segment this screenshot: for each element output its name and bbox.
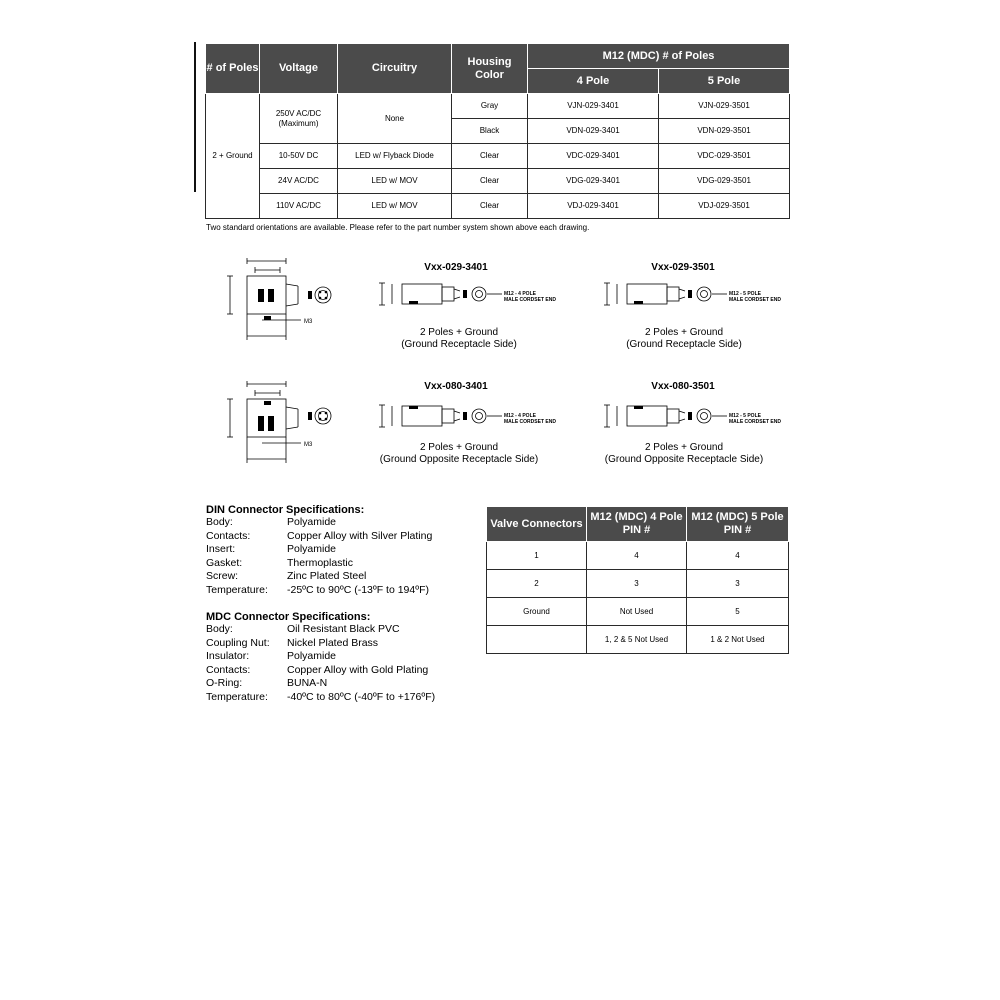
spec-value: -40ºC to 80ºC (-40ºF to +176ºF)	[287, 690, 436, 703]
housing-cell: Black	[452, 119, 528, 144]
callout-line: M12 - 4 POLE	[504, 413, 536, 419]
part-4-pole-cell: VDJ-029-3401	[528, 194, 659, 219]
table-row	[206, 169, 790, 194]
circuitry-cell: None	[338, 94, 452, 144]
mdc-specifications	[206, 611, 466, 704]
drawing-title: Vxx-080-3501	[651, 381, 715, 392]
part-5-pole-cell: VDG-029-3501	[659, 169, 790, 194]
part-5-pole-cell: VJN-029-3501	[659, 94, 790, 119]
part-number-table	[205, 43, 790, 219]
voltage-cell: 24V AC/DC	[260, 169, 338, 194]
spec-value: -25ºC to 90ºC (-13ºF to 194ºF)	[287, 583, 429, 596]
voltage-cell: 10-50V DC	[260, 144, 338, 169]
spec-value: Oil Resistant Black PVC	[287, 623, 400, 635]
table-row	[206, 194, 790, 219]
valve-cell	[487, 626, 587, 654]
voltage-cell: 110V AC/DC	[260, 194, 338, 219]
drawing-caption	[574, 327, 794, 351]
valve-cell: 1	[487, 542, 587, 570]
spec-key: Gasket:	[206, 556, 243, 569]
callout-line: MALE CORDSET END	[504, 297, 556, 303]
spec-value: Thermoplastic	[287, 556, 353, 569]
part-4-pole-cell: VJN-029-3401	[528, 94, 659, 119]
spec-value: BUNA-N	[287, 677, 328, 689]
pin-5-pole-cell: 3	[687, 570, 789, 598]
table-row	[487, 570, 789, 598]
caption-line: (Ground Opposite Receptacle Side)	[604, 454, 764, 465]
part-5-pole-cell: VDN-029-3501	[659, 119, 790, 144]
pin-5-pole-cell: 4	[687, 542, 789, 570]
housing-cell: Gray	[452, 94, 528, 119]
spec-value: Polyamide	[287, 516, 337, 528]
thread-label: M3	[304, 319, 313, 325]
caption-line: (Ground Receptacle Side)	[626, 339, 742, 350]
connector-side-view-drawing	[378, 402, 556, 432]
caption-line: 2 Poles + Ground	[419, 442, 499, 453]
spec-key: Contacts:	[206, 529, 251, 542]
header-circuitry: Circuitry	[338, 44, 452, 94]
caption-line: (Ground Opposite Receptacle Side)	[379, 454, 539, 465]
spec-row	[206, 543, 466, 557]
circuitry-cell: LED w/ MOV	[338, 169, 452, 194]
header-poles: # of Poles	[206, 44, 260, 94]
part-5-pole-cell: VDJ-029-3501	[659, 194, 790, 219]
poles-value: 2 + Ground	[206, 94, 260, 219]
spec-key: Screw:	[206, 570, 239, 582]
caption-line: 2 Poles + Ground	[419, 327, 499, 338]
din-specifications	[206, 504, 466, 597]
spec-row	[206, 650, 466, 664]
callout-line: MALE CORDSET END	[504, 419, 556, 425]
pin-4-pole-cell: 4	[587, 542, 687, 570]
pin-5-pole-cell: 5	[687, 598, 789, 626]
caption-line: (Ground Receptacle Side)	[401, 339, 517, 350]
callout-line: M12 - 5 POLE	[729, 413, 761, 419]
circuitry-cell: LED w/ MOV	[338, 194, 452, 219]
valve-cell: 2	[487, 570, 587, 598]
callout-line: MALE CORDSET END	[729, 297, 781, 303]
drawing-caption	[349, 442, 569, 466]
spec-row	[206, 664, 466, 678]
spec-row	[206, 637, 466, 651]
housing-cell: Clear	[452, 144, 528, 169]
drawing-caption	[574, 442, 794, 466]
spec-row	[206, 584, 466, 598]
spec-row	[206, 677, 466, 691]
spec-key: O-Ring:	[206, 677, 243, 689]
spec-key: Temperature:	[206, 690, 268, 703]
pin-4-pole-cell: 1, 2 & 5 Not Used	[587, 626, 687, 654]
spec-value: Copper Alloy with Gold Plating	[287, 663, 429, 676]
header-5-pole: 5 Pole	[659, 69, 790, 94]
spec-key: Body:	[206, 516, 233, 528]
caption-line: 2 Poles + Ground	[644, 327, 724, 338]
spec-row	[206, 691, 466, 705]
header-valve-connectors: Valve Connectors	[487, 507, 587, 542]
header-housing-color: Housing Color	[452, 44, 528, 94]
spec-key: Insulator:	[206, 650, 250, 662]
spec-key: Body:	[206, 623, 233, 635]
thread-label: M3	[304, 442, 313, 448]
pin-5-pole-cell: 1 & 2 Not Used	[687, 626, 789, 654]
drawing-caption	[349, 327, 569, 351]
callout-line: M12 - 4 POLE	[504, 291, 536, 297]
spec-value: Polyamide	[287, 650, 337, 662]
table-row	[206, 94, 790, 119]
spec-key: Contacts:	[206, 663, 251, 676]
header-4-pole: 4 Pole	[528, 69, 659, 94]
header-voltage: Voltage	[260, 44, 338, 94]
part-5-pole-cell: VDC-029-3501	[659, 144, 790, 169]
spec-key: Temperature:	[206, 583, 268, 596]
header-4-pole-pin: M12 (MDC) 4 Pole PIN #	[587, 507, 687, 542]
din-connector-drawing-top	[222, 258, 342, 340]
callout-line: MALE CORDSET END	[729, 419, 781, 425]
pin-mapping-table	[486, 506, 789, 654]
header-5-pole-pin: M12 (MDC) 5 Pole PIN #	[687, 507, 789, 542]
part-4-pole-cell: VDC-029-3401	[528, 144, 659, 169]
drawing-title: Vxx-080-3401	[424, 381, 488, 392]
table-row	[487, 542, 789, 570]
connector-side-view-drawing	[603, 280, 781, 310]
spec-row	[206, 557, 466, 571]
spec-value: Nickel Plated Brass	[287, 636, 379, 649]
mdc-specs-title: MDC Connector Specifications:	[206, 611, 371, 623]
drawing-title: Vxx-029-3501	[651, 262, 715, 273]
table-row	[206, 144, 790, 169]
orientation-note: Two standard orientations are available. Please refer to the part number system shown above each drawing.	[206, 223, 590, 232]
circuitry-cell: LED w/ Flyback Diode	[338, 144, 452, 169]
connector-side-view-drawing	[378, 280, 556, 310]
spec-key: Insert:	[206, 543, 236, 555]
pin-4-pole-cell: Not Used	[587, 598, 687, 626]
housing-cell: Clear	[452, 194, 528, 219]
housing-cell: Clear	[452, 169, 528, 194]
spec-row	[206, 516, 466, 530]
part-4-pole-cell: VDG-029-3401	[528, 169, 659, 194]
spec-row	[206, 530, 466, 544]
spec-row	[206, 570, 466, 584]
spec-value: Zinc Plated Steel	[287, 570, 367, 582]
margin-rule	[194, 42, 196, 192]
caption-line: 2 Poles + Ground	[644, 442, 724, 453]
spec-value: Polyamide	[287, 543, 337, 555]
valve-cell: Ground	[487, 598, 587, 626]
callout-line: M12 - 5 POLE	[729, 291, 761, 297]
spec-row	[206, 623, 466, 637]
connector-side-view-drawing	[603, 402, 781, 432]
table-row	[487, 626, 789, 654]
table-row	[487, 598, 789, 626]
part-4-pole-cell: VDN-029-3401	[528, 119, 659, 144]
header-m12-poles: M12 (MDC) # of Poles	[528, 44, 790, 69]
din-specs-title: DIN Connector Specifications:	[206, 504, 365, 516]
voltage-cell: 250V AC/DC (Maximum)	[260, 94, 338, 144]
din-connector-drawing-bottom	[222, 381, 342, 463]
spec-key: Coupling Nut:	[206, 636, 270, 649]
drawing-title: Vxx-029-3401	[424, 262, 488, 273]
pin-4-pole-cell: 3	[587, 570, 687, 598]
spec-value: Copper Alloy with Silver Plating	[287, 529, 433, 542]
